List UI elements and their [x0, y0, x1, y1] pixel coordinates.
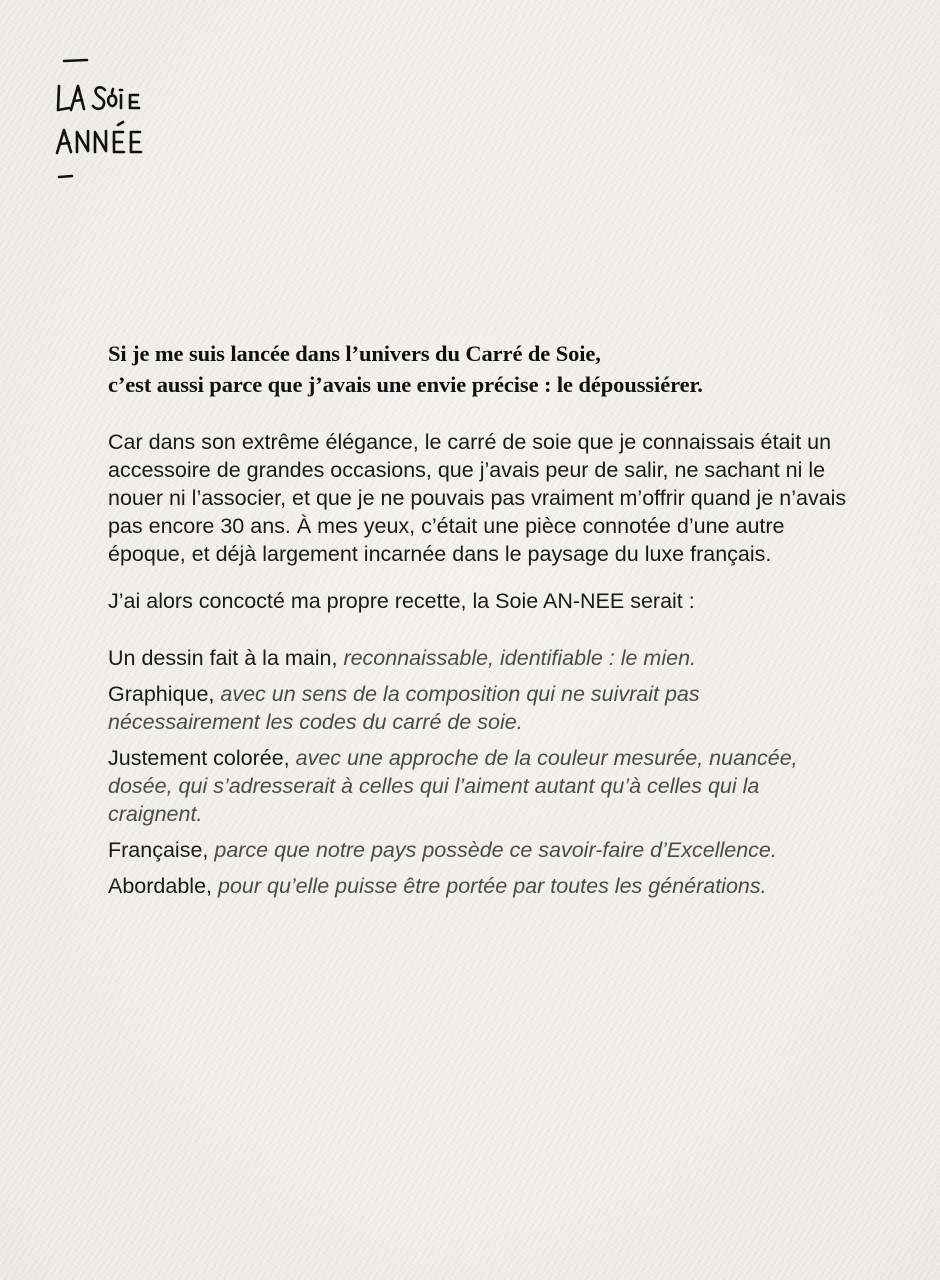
recipe-item	[108, 744, 848, 828]
recipe-list	[108, 644, 848, 900]
intro-heading	[108, 338, 848, 400]
recipe-lead: Abordable,	[108, 874, 212, 898]
recipe-intro: J’ai alors concocté ma propre recette, la Soie AN-NEE serait :	[108, 589, 695, 613]
recipe-lead: Justement colorée,	[108, 746, 290, 770]
story-paragraph: Car dans son extrême élégance, le carré de soie que je connaissais était un accessoire de grandes occasions, que j’avais peur de salir, ne sachant ni le nouer ni l’associer, et que je ne pouvais pas vraiment m’offrir quand je n’avais pas encore 30 ans. À mes yeux, c’était une pièce connotée d’une autre époque, et déjà largement incarnée dans le paysage du luxe français.	[108, 430, 847, 566]
recipe-lead: Graphique,	[108, 682, 215, 706]
recipe-description: parce que notre pays possède ce savoir-faire d’Excellence.	[214, 838, 777, 862]
recipe-item	[108, 680, 848, 736]
recipe-item	[108, 836, 848, 864]
intro-heading-line-2: c’est aussi parce que j’avais une envie précise : le dépoussiérer.	[108, 372, 703, 397]
recipe-description: reconnaissable, identifiable : le mien.	[343, 646, 697, 670]
recipe-item	[108, 872, 848, 900]
logo-handwriting	[50, 52, 160, 187]
intro-heading-line-1: Si je me suis lancée dans l’univers du Carré de Soie,	[108, 341, 601, 366]
recipe-description: avec un sens de la composition qui ne suivrait pas nécessairement les codes du carré de soie.	[108, 682, 700, 734]
recipe-lead: Française,	[108, 838, 209, 862]
main-content	[108, 338, 848, 908]
recipe-item	[108, 644, 848, 672]
recipe-description: avec une approche de la couleur mesurée, nuancée, dosée, qui s’adresserait à celles qui l’aiment autant qu’à celles qui la craignent.	[108, 746, 798, 826]
brand-logo	[50, 52, 160, 187]
recipe-lead: Un dessin fait à la main,	[108, 646, 338, 670]
recipe-description: pour qu’elle puisse être portée par toutes les générations.	[217, 874, 767, 898]
